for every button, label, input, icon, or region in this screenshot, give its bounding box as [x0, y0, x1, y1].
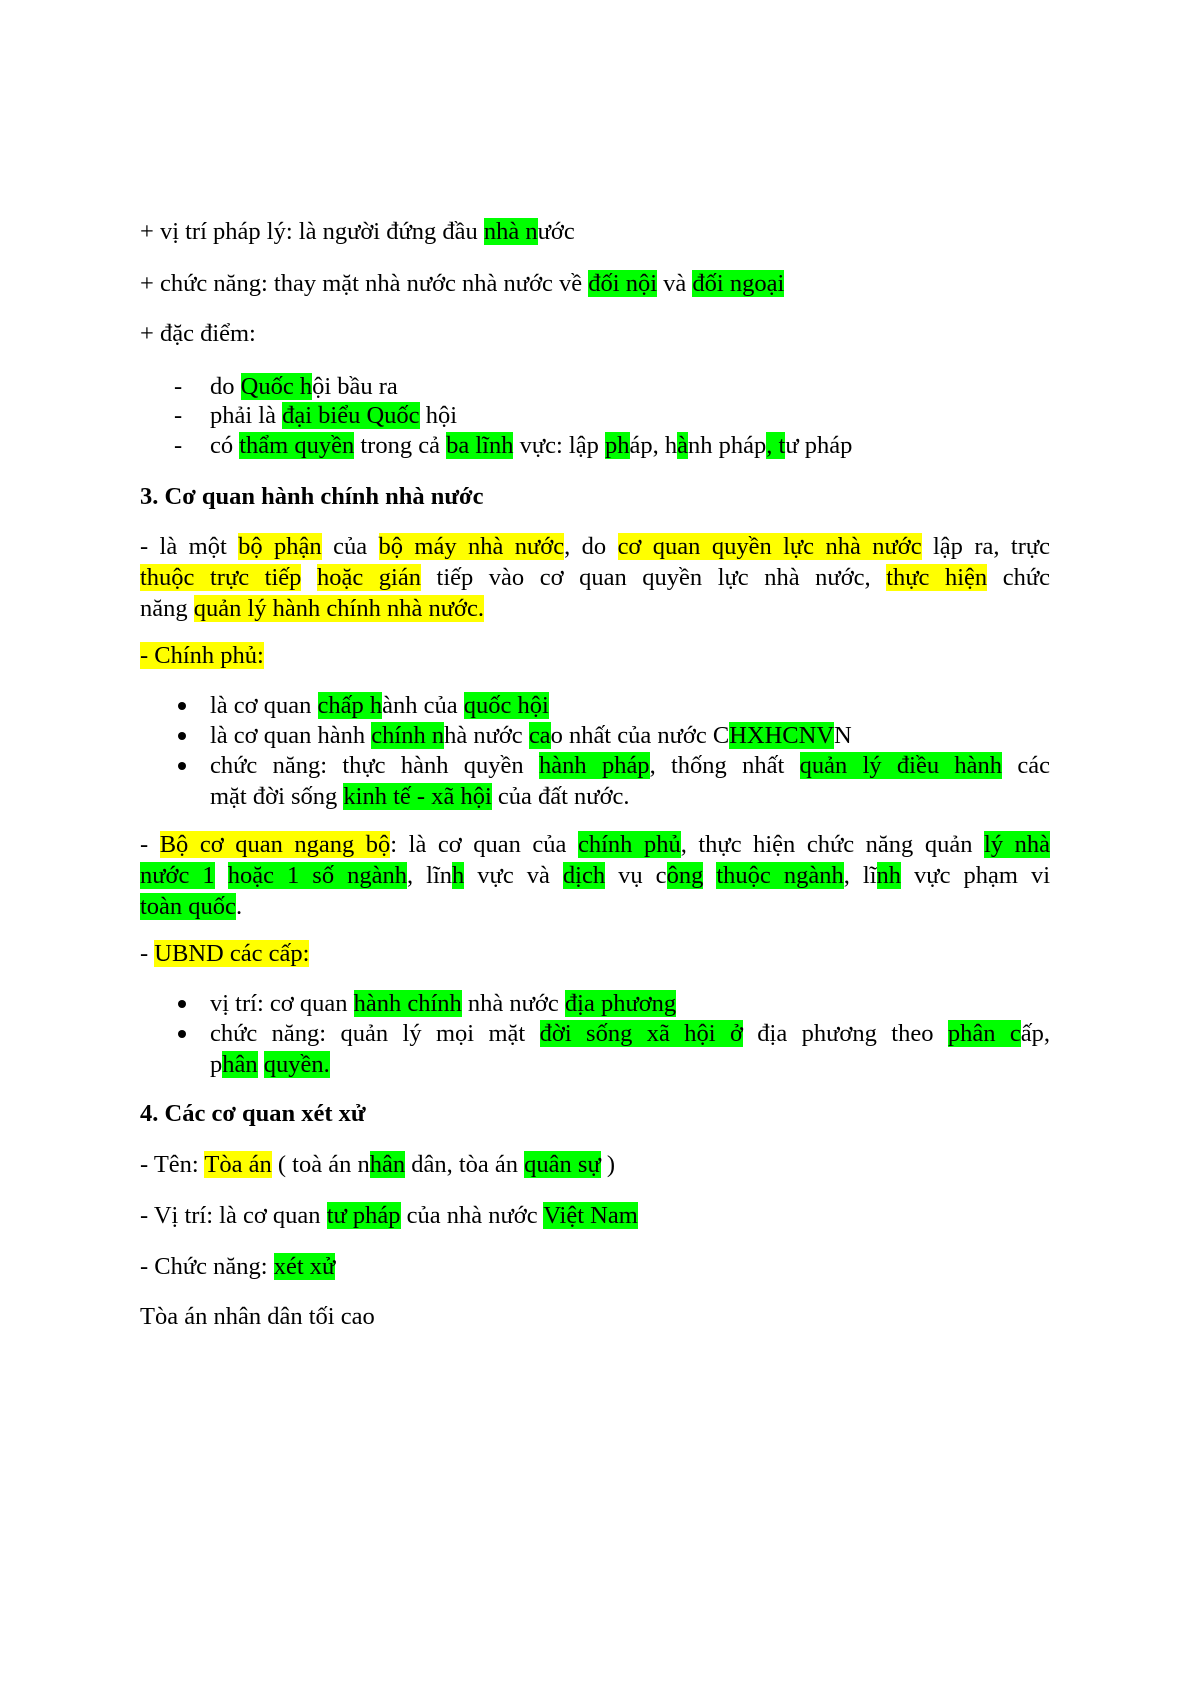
dash-marker: -: [174, 432, 183, 459]
bullet-icon: [178, 762, 186, 770]
function-line: + chức năng: thay mặt nhà nước nhà nước về đối nội và đối ngoại: [140, 270, 785, 297]
section-3-heading: 3. Cơ quan hành chính nhà nước: [140, 483, 484, 510]
admin-agency-paragraph: - là một bộ phận của bộ máy nhà nước, do cơ quan quyền lực nhà nước lập ra, trực thuộc trực tiếp hoặc gián tiếp vào cơ quan quyền lực nhà nước, thực hiện chức năng quản lý hành chính nhà nước.: [140, 533, 1051, 622]
bullet-icon: [178, 1030, 186, 1038]
section-4-heading: 4. Các cơ quan xét xử: [140, 1100, 366, 1127]
dash-marker: -: [174, 373, 183, 400]
bullet-icon: [178, 732, 186, 740]
legal-position-line: + vị trí pháp lý: là người đứng đầu nhà nước: [140, 218, 575, 245]
bullet-icon: [178, 1000, 186, 1008]
peoples-committee-label: - UBND các cấp:: [140, 940, 310, 967]
supreme-court-line: Tòa án nhân dân tối cao: [140, 1303, 375, 1330]
characteristics-line: + đặc điểm:: [140, 320, 256, 347]
court-function-line: - Chức năng: xét xử: [140, 1253, 336, 1280]
court-position-line: - Vị trí: là cơ quan tư pháp của nhà nước Việt Nam: [140, 1202, 638, 1229]
dash-marker: -: [174, 402, 183, 429]
government-label: - Chính phủ:: [140, 642, 264, 669]
bullet-icon: [178, 702, 186, 710]
ministry-paragraph: - Bộ cơ quan ngang bộ: là cơ quan của chính phủ, thực hiện chức năng quản lý nhà nước 1 hoặc 1 số ngành, lĩnh vực và dịch vụ công thuộc ngành, lĩnh vực phạm vi toàn quốc.: [140, 831, 1051, 920]
court-name-line: - Tên: Tòa án ( toà án nhân dân, tòa án quân sự ): [140, 1151, 616, 1178]
